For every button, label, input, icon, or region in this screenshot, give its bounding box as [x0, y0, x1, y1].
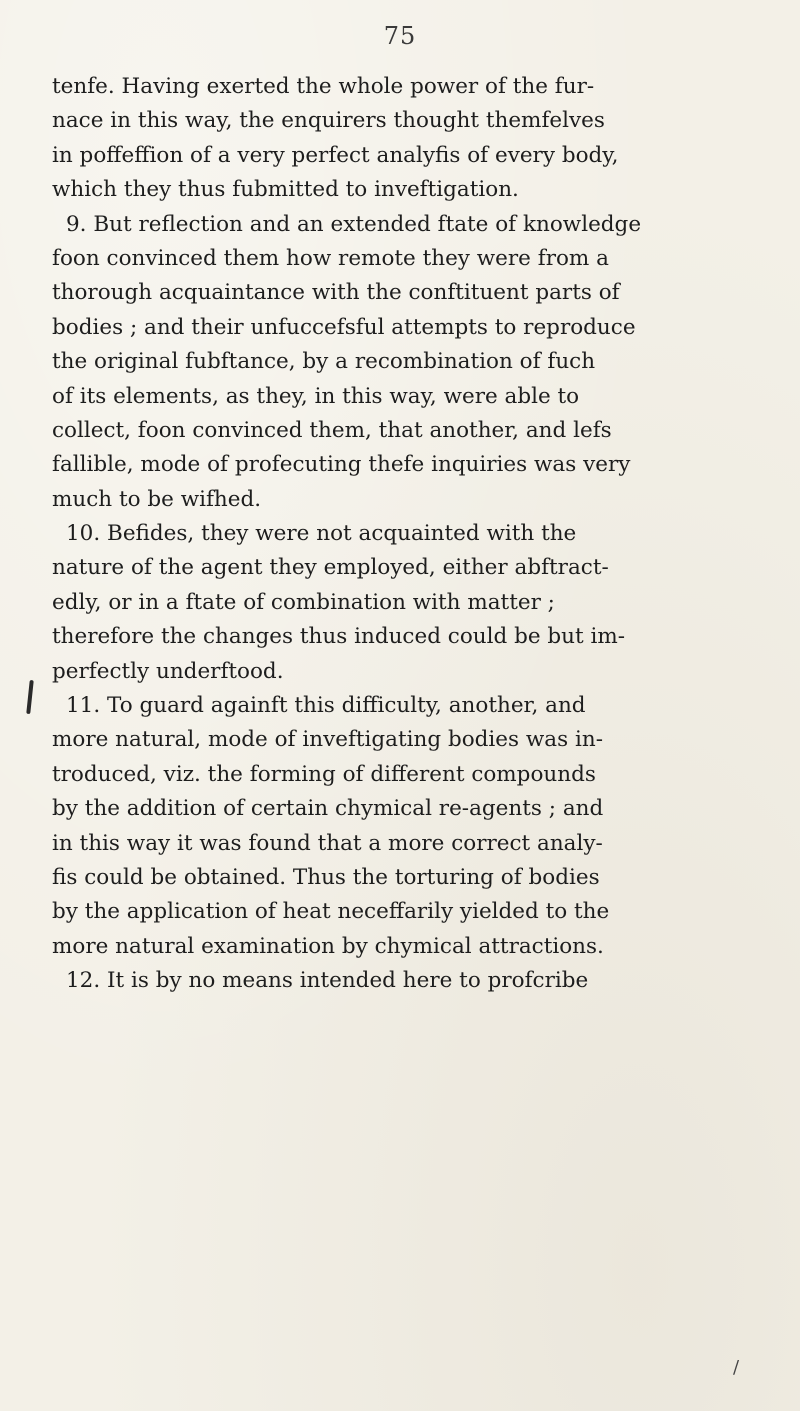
page-number: 75 [383, 22, 417, 50]
text-line: more natural, mode of inveftigating bodies was in- [52, 727, 603, 753]
text-line: much to be wifhed. [52, 486, 262, 512]
text-line: perfectly underftood. [52, 658, 284, 684]
text-line: nature of the agent they employed, either abftract- [52, 555, 609, 581]
text-line: foon convinced them how remote they were from a [52, 245, 609, 271]
text-line: fallible, mode of profecuting thefe inquiries was very [52, 452, 631, 478]
text-line: therefore the changes thus induced could be but im- [52, 624, 626, 650]
text-line: more natural examination by chymical attractions. [52, 933, 604, 959]
text-line: which they thus fubmitted to inveftigation. [52, 177, 519, 203]
text-line: in this way it was found that a more correct analy- [52, 830, 603, 856]
page-body-text [52, 70, 772, 999]
stray-ink-mark: / [733, 1357, 740, 1378]
paragraph-11-start: 11. To guard againft this difficulty, another, and [66, 693, 586, 719]
text-line: fis could be obtained. Thus the torturing of bodies [52, 864, 600, 890]
text-line: nace in this way, the enquirers thought themfelves [52, 108, 605, 134]
margin-ink-mark [26, 680, 34, 714]
text-line: collect, foon convinced them, that another, and lefs [52, 417, 612, 443]
text-line: in poffeffion of a very perfect analyfis of every body, [52, 142, 619, 168]
text-line: thorough acquaintance with the conftituent parts of [52, 280, 620, 306]
paragraph-12-start: 12. It is by no means intended here to profcribe [66, 968, 589, 994]
text-line: of its elements, as they, in this way, were able to [52, 383, 580, 409]
text-line: tenfe. Having exerted the whole power of the fur- [52, 74, 595, 99]
text-line: edly, or in a ftate of combination with matter ; [52, 589, 555, 615]
paragraph-9-start: 9. But reflection and an extended ftate of knowledge [66, 211, 642, 237]
text-line: by the application of heat neceffarily yielded to the [52, 899, 610, 925]
text-line: troduced, viz. the forming of different compounds [52, 761, 596, 787]
text-line: bodies ; and their unfuccefsful attempts to reproduce [52, 314, 636, 340]
paragraph-10-start: 10. Befides, they were not acquainted with the [66, 521, 577, 547]
text-line: the original fubftance, by a recombination of fuch [52, 349, 596, 375]
text-line: by the addition of certain chymical re-agents ; and [52, 796, 604, 822]
